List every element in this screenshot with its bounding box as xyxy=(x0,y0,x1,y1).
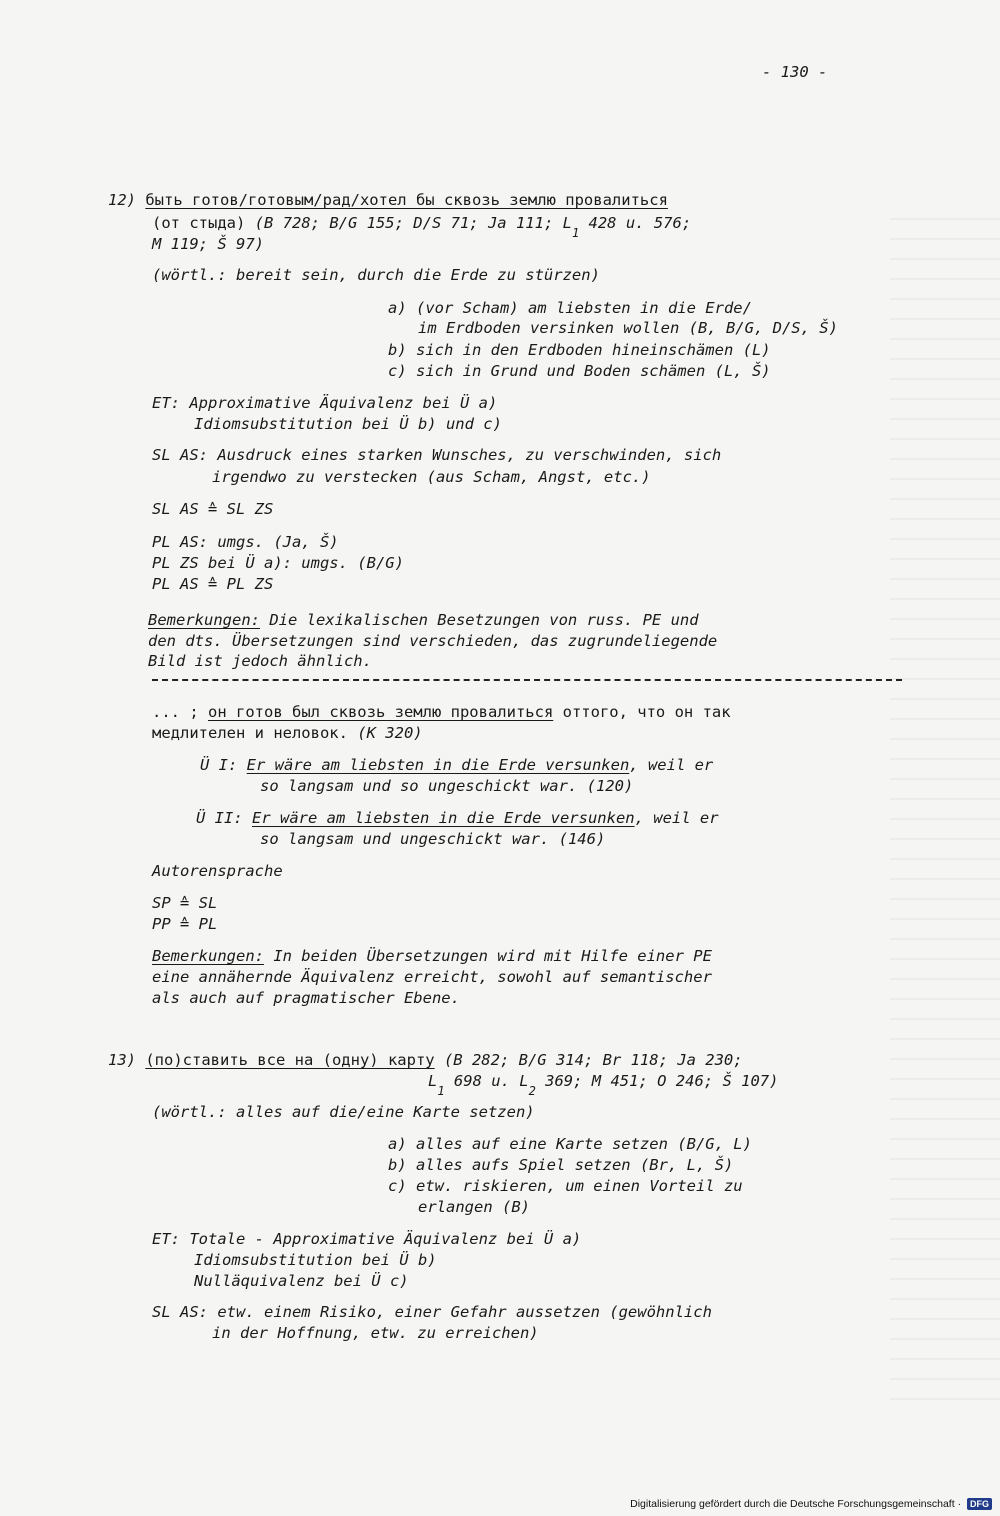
sp-eq: SP ≙ SL xyxy=(152,894,218,912)
entry-12-phrase: быть готов/готовым/рад/хотел бы сквозь землю провалиться xyxy=(145,191,668,209)
entry-13-sl-as-1: SL AS: etw. einem Risiko, einer Gefahr aussetzen (gewöhnlich xyxy=(152,1303,712,1321)
pl-zs: PL ZS bei Ü a): umgs. (B/G) xyxy=(152,554,404,572)
example-line-2: медлителен и неловок. (K 320) xyxy=(152,724,423,742)
remarks-label: Bemerkungen: xyxy=(152,947,264,965)
pl-as: PL AS: umgs. (Ja, Š) xyxy=(152,533,339,551)
entry-12-sources-line: (от стыда) (B 728; B/G 155; D/S 71; Ja 111; $L_1$ 428 u. 576; xyxy=(152,214,692,240)
entry-13-translation-c: c) etw. riskieren, um einen Vorteil zu xyxy=(388,1177,743,1195)
pl-as-eq: PL AS ≙ PL ZS xyxy=(152,575,274,593)
sl-as-eq: SL AS ≙ SL ZS xyxy=(152,500,274,518)
translation-a-cont: im Erdboden versinken wollen (B, B/G, D/S, Š) xyxy=(418,319,838,337)
translation-1-phrase: Er wäre am liebsten in die Erde versunken xyxy=(246,756,630,774)
example-remarks-3: als auch auf pragmatischer Ebene. xyxy=(152,989,460,1007)
et-line-2: Idiomsubstitution bei Ü b) und c) xyxy=(194,415,502,433)
remarks-label: Bemerkungen: xyxy=(148,611,260,629)
bleed-through-shadow xyxy=(890,200,1000,1400)
entry-13-heading: 13) (по)ставить все на (одну) карту (B 282; B/G 314; Br 118; Ja 230; xyxy=(108,1051,743,1069)
sl-as-line-1: SL AS: Ausdruck eines starken Wunsches, zu verschwinden, sich xyxy=(152,446,722,464)
entry-12-sources-end: M 119; Š 97) xyxy=(152,235,264,253)
sl-as-line-2: irgendwo zu verstecken (aus Scham, Angst, etc.) xyxy=(212,468,651,486)
entry-13-sources: $L_1$ 698 u. $L_2$ 369; M 451; O 246; Š 107) xyxy=(428,1072,779,1098)
entry-13-literal: (wörtl.: alles auf die/eine Karte setzen) xyxy=(152,1103,535,1121)
autorensprache: Autorensprache xyxy=(152,862,283,880)
page-number: - 130 - xyxy=(762,63,828,81)
entry-13-translation-a: a) alles auf eine Karte setzen (B/G, L) xyxy=(388,1135,752,1153)
entry-13-et-1: ET: Totale - Approximative Äquivalenz bei Ü a) xyxy=(152,1230,582,1248)
digitization-footer: Digitalisierung gefördert durch die Deutsche Forschungsgemeinschaft · DFG xyxy=(630,1498,992,1510)
entry-13-et-3: Nulläquivalenz bei Ü c) xyxy=(194,1272,409,1290)
et-line-1: ET: Approximative Äquivalenz bei Ü a) xyxy=(152,394,498,412)
entry-13-translation-c-cont: erlangen (B) xyxy=(418,1198,530,1216)
remarks-line-1: Bemerkungen: Die lexikalischen Besetzungen von russ. PE und xyxy=(148,611,699,629)
entry-13-sl-as-2: in der Hoffnung, etw. zu erreichen) xyxy=(212,1324,539,1342)
entry-13-translation-b: b) alles aufs Spiel setzen (Br, L, Š) xyxy=(388,1156,734,1174)
remarks-line-2: den dts. Übersetzungen sind verschieden, das zugrundeliegende xyxy=(148,632,718,650)
translation-b: b) sich in den Erdboden hineinschämen (L) xyxy=(388,341,771,359)
pp-eq: PP ≙ PL xyxy=(152,915,218,933)
example-remarks-1: Bemerkungen: In beiden Übersetzungen wird mit Hilfe einer PE xyxy=(152,947,712,965)
translation-1-cont: so langsam und so ungeschickt war. (120) xyxy=(260,777,634,795)
translation-c: c) sich in Grund und Boden schämen (L, Š) xyxy=(388,362,771,380)
example-remarks-2: eine annähernde Äquivalenz erreicht, sowohl auf semantischer xyxy=(152,968,712,986)
entry-13-et-2: Idiomsubstitution bei Ü b) xyxy=(194,1251,437,1269)
translation-2: Ü II: Er wäre am liebsten in die Erde versunken, weil er xyxy=(196,809,719,827)
remarks-line-3: Bild ist jedoch ähnlich. xyxy=(148,652,372,670)
entry-number: 12) xyxy=(108,191,146,209)
example-line-1: ... ; он готов был сквозь землю провалиться оттого, что он так xyxy=(152,703,731,721)
footer-text: Digitalisierung gefördert durch die Deutsche Forschungsgemeinschaft xyxy=(630,1497,955,1510)
dashed-divider xyxy=(152,679,902,681)
example-phrase: он готов был сквозь землю провалиться xyxy=(208,703,554,721)
translation-a: a) (vor Scham) am liebsten in die Erde/ xyxy=(388,299,752,317)
entry-13-phrase: (по)ставить все на (одну) карту xyxy=(145,1051,435,1069)
translation-1: Ü I: Er wäre am liebsten in die Erde versunken, weil er xyxy=(200,756,714,774)
entry-12-literal: (wörtl.: bereit sein, durch die Erde zu stürzen) xyxy=(152,266,600,284)
dfg-logo: DFG xyxy=(967,1498,992,1510)
translation-2-phrase: Er wäre am liebsten in die Erde versunken xyxy=(252,809,635,827)
context-note: (от стыда) xyxy=(152,214,246,232)
translation-2-cont: so langsam und ungeschickt war. (146) xyxy=(260,830,606,848)
entry-12-heading xyxy=(108,190,668,210)
